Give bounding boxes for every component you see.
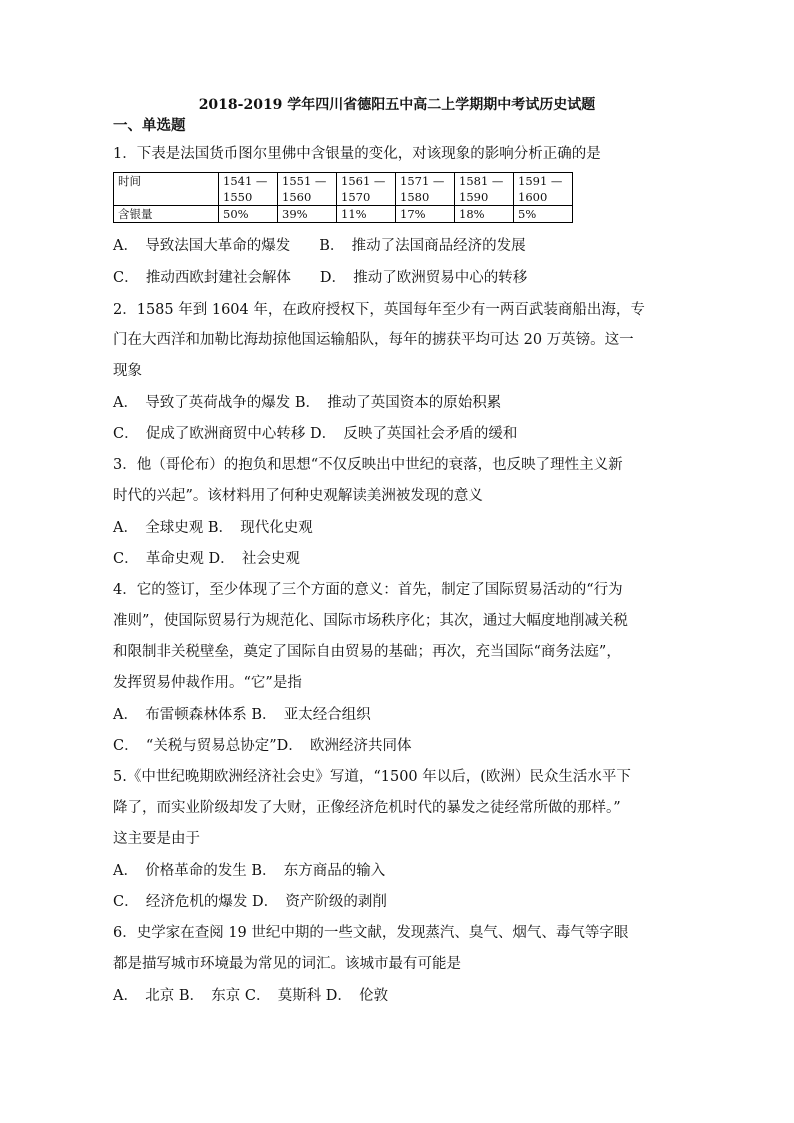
- table-cell-silver: 50%: [219, 206, 278, 223]
- q5-stem-line: 5.《中世纪晚期欧洲经济社会史》写道，“1500 年以后，(欧洲）民众生活水平下: [113, 769, 631, 785]
- table-cell-period: 1551 — 1560: [278, 173, 337, 206]
- q4-stem-line: 4．它的签订，至少体现了三个方面的意义：首先，制定了国际贸易活动的“行为: [113, 582, 623, 598]
- table-cell-period: 1581 — 1590: [455, 173, 514, 206]
- q5-stem-line: 这主要是由于: [113, 831, 200, 847]
- table-cell-silver: 18%: [455, 206, 514, 223]
- q3-stem-line: 3．他（哥伦布）的抱负和思想“不仅反映出中世纪的衰落，也反映了理性主义新: [113, 457, 623, 473]
- silver-content-table: [113, 172, 573, 223]
- table-cell-period: 1561 — 1570: [337, 173, 396, 206]
- q6-stem-line: 都是描写城市环境最为常见的词汇。该城市最有可能是: [113, 956, 461, 972]
- q3-stem-line: 时代的兴起”。该材料用了何种史观解读美洲被发现的意义: [113, 488, 483, 504]
- q2-options-cd: C． 促成了欧洲商贸中心转移 D． 反映了英国社会矛盾的缓和: [113, 426, 518, 442]
- q3-options-cd: C． 革命史观 D． 社会史观: [113, 551, 300, 567]
- section-heading: 一、单选题: [113, 117, 186, 134]
- table-head-silver: 含银量: [114, 206, 219, 223]
- table-cell-silver: 17%: [396, 206, 455, 223]
- table-cell-silver: 39%: [278, 206, 337, 223]
- q4-stem-line: 准则”，使国际贸易行为规范化、国际市场秩序化；其次，通过大幅度地削减关税: [113, 613, 628, 629]
- q2-stem-line: 2．1585 年到 1604 年，在政府授权下，英国每年至少有一两百武装商船出海，专: [113, 302, 645, 318]
- q5-stem-line: 降了，而实业阶级却发了大财，正像经济危机时代的暴发之徒经常所做的那样。”: [113, 800, 621, 816]
- table-cell-silver: 5%: [514, 206, 573, 223]
- q5-options-cd: C． 经济危机的爆发 D． 资产阶级的剥削: [113, 894, 387, 910]
- table-head-time: 时间: [114, 173, 219, 206]
- q3-options-ab: A． 全球史观 B． 现代化史观: [113, 520, 313, 536]
- q4-options-cd: C． “关税与贸易总协定”D． 欧洲经济共同体: [113, 738, 412, 754]
- q2-stem-line: 门在大西洋和加勒比海劫掠他国运输船队，每年的掳获平均可达 20 万英镑。这一: [113, 332, 634, 348]
- q1-stem: 1．下表是法国货币图尔里佛中含银量的变化，对该现象的影响分析正确的是: [113, 146, 601, 162]
- table-cell-period: 1571 — 1580: [396, 173, 455, 206]
- q4-options-ab: A． 布雷顿森林体系 B． 亚太经合组织: [113, 707, 371, 723]
- table-row: [114, 206, 573, 223]
- q6-stem-line: 6．史学家在查阅 19 世纪中期的一些文献，发现蒸汽、臭气、烟气、毒气等字眼: [113, 925, 629, 941]
- table-cell-silver: 11%: [337, 206, 396, 223]
- q2-options-ab: A． 导致了英荷战争的爆发 B． 推动了英国资本的原始积累: [113, 395, 502, 411]
- table-row: [114, 173, 573, 206]
- q5-options-ab: A． 价格革命的发生 B． 东方商品的输入: [113, 863, 386, 879]
- exam-title: 2018-2019 学年四川省德阳五中高二上学期期中考试历史试题: [198, 97, 596, 113]
- q1-options-ab: A． 导致法国大革命的爆发 B． 推动了法国商品经济的发展: [113, 238, 526, 254]
- q2-stem-line: 现象: [113, 363, 142, 379]
- table-cell-period: 1591 — 1600: [514, 173, 573, 206]
- q6-options: A． 北京 B． 东京 C． 莫斯科 D． 伦敦: [113, 988, 389, 1004]
- q4-stem-line: 和限制非关税壁垒，奠定了国际自由贸易的基础；再次，充当国际“商务法庭”，: [113, 644, 621, 660]
- table-cell-period: 1541 — 1550: [219, 173, 278, 206]
- q4-stem-line: 发挥贸易仲裁作用。“它”是指: [113, 675, 302, 691]
- q1-options-cd: C． 推动西欧封建社会解体 D． 推动了欧洲贸易中心的转移: [113, 270, 528, 286]
